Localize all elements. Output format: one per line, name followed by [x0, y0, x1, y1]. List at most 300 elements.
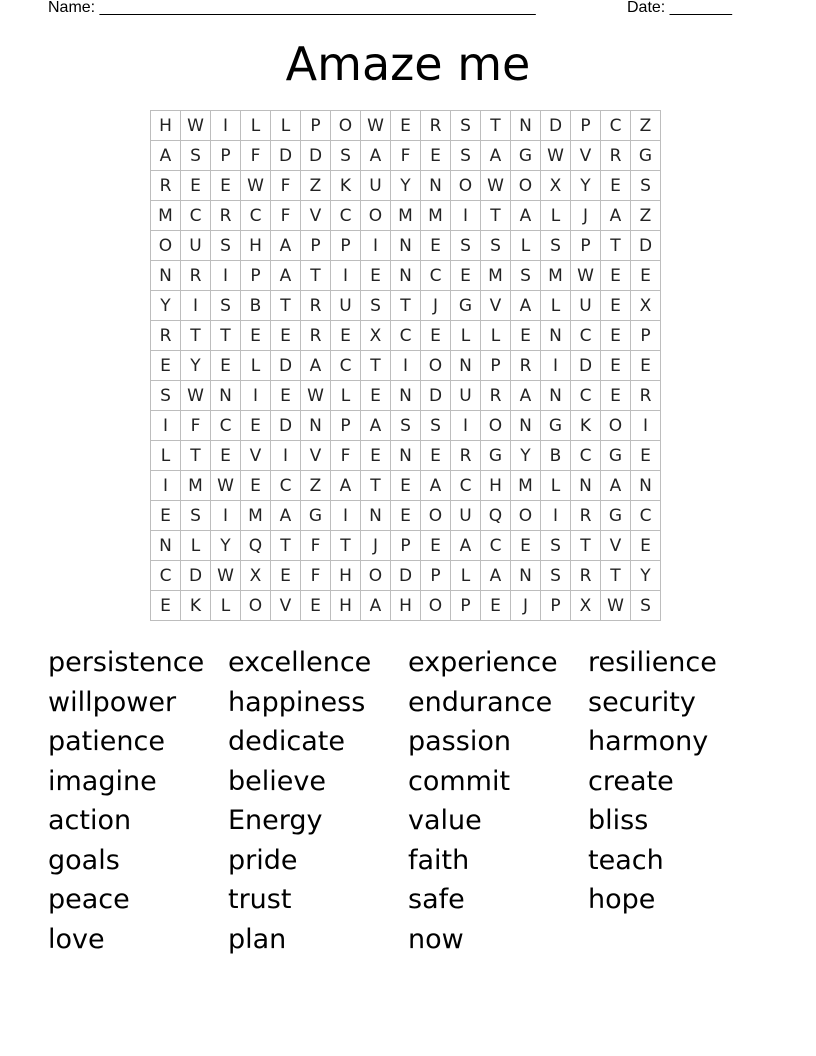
grid-cell: E — [601, 381, 631, 411]
grid-cell: U — [451, 501, 481, 531]
grid-cell: E — [241, 471, 271, 501]
grid-cell: D — [421, 381, 451, 411]
grid-cell: M — [511, 471, 541, 501]
grid-cell: G — [601, 441, 631, 471]
grid-cell: A — [451, 531, 481, 561]
grid-cell: C — [571, 441, 601, 471]
grid-cell: A — [511, 381, 541, 411]
grid-cell: L — [151, 441, 181, 471]
grid-cell: S — [391, 411, 421, 441]
word-list-item: goals — [48, 844, 120, 876]
word-list — [48, 645, 768, 961]
grid-cell: I — [541, 351, 571, 381]
grid-cell: K — [331, 171, 361, 201]
word-list-item: imagine — [48, 765, 157, 797]
grid-cell: P — [331, 231, 361, 261]
grid-cell: S — [631, 171, 661, 201]
grid-cell: Q — [481, 501, 511, 531]
grid-cell: H — [151, 111, 181, 141]
grid-cell: E — [361, 441, 391, 471]
grid-cell: E — [211, 351, 241, 381]
grid-cell: N — [511, 411, 541, 441]
grid-row — [151, 381, 661, 411]
grid-cell: O — [601, 411, 631, 441]
grid-cell: R — [511, 351, 541, 381]
grid-cell: X — [541, 171, 571, 201]
grid-cell: A — [511, 291, 541, 321]
grid-cell: E — [601, 351, 631, 381]
grid-row — [151, 111, 661, 141]
grid-cell: V — [301, 201, 331, 231]
grid-cell: O — [331, 111, 361, 141]
grid-cell: O — [421, 591, 451, 621]
grid-cell: S — [541, 531, 571, 561]
grid-cell: R — [571, 501, 601, 531]
grid-cell: G — [451, 291, 481, 321]
grid-cell: I — [211, 501, 241, 531]
grid-row — [151, 351, 661, 381]
grid-cell: F — [391, 141, 421, 171]
grid-cell: M — [181, 471, 211, 501]
grid-cell: K — [181, 591, 211, 621]
grid-cell: E — [451, 261, 481, 291]
grid-cell: I — [271, 441, 301, 471]
grid-cell: I — [361, 231, 391, 261]
grid-cell: N — [451, 351, 481, 381]
grid-cell: C — [421, 261, 451, 291]
grid-cell: J — [421, 291, 451, 321]
grid-cell: P — [331, 411, 361, 441]
grid-row — [151, 171, 661, 201]
grid-cell: P — [451, 591, 481, 621]
grid-cell: P — [301, 111, 331, 141]
grid-cell: B — [241, 291, 271, 321]
grid-cell: M — [541, 261, 571, 291]
grid-cell: E — [631, 351, 661, 381]
grid-cell: L — [541, 201, 571, 231]
grid-cell: I — [181, 291, 211, 321]
grid-cell: Y — [571, 171, 601, 201]
grid-cell: R — [301, 321, 331, 351]
grid-cell: N — [511, 561, 541, 591]
grid-cell: O — [511, 501, 541, 531]
grid-cell: O — [511, 171, 541, 201]
grid-cell: W — [571, 261, 601, 291]
grid-cell: L — [451, 321, 481, 351]
grid-cell: A — [481, 561, 511, 591]
grid-cell: S — [151, 381, 181, 411]
grid-cell: F — [271, 201, 301, 231]
grid-cell: Z — [301, 471, 331, 501]
grid-row — [151, 531, 661, 561]
grid-cell: T — [361, 351, 391, 381]
grid-cell: R — [151, 321, 181, 351]
grid-cell: O — [481, 411, 511, 441]
grid-cell: I — [211, 111, 241, 141]
grid-cell: S — [211, 231, 241, 261]
grid-cell: G — [541, 411, 571, 441]
grid-cell: C — [181, 201, 211, 231]
word-list-item: happiness — [228, 686, 366, 718]
grid-cell: L — [451, 561, 481, 591]
word-list-item: believe — [228, 765, 326, 797]
grid-cell: Y — [151, 291, 181, 321]
grid-cell: C — [331, 201, 361, 231]
grid-cell: T — [181, 441, 211, 471]
grid-cell: A — [511, 201, 541, 231]
grid-cell: E — [151, 501, 181, 531]
grid-cell: A — [361, 141, 391, 171]
grid-cell: E — [631, 261, 661, 291]
grid-cell: A — [421, 471, 451, 501]
grid-cell: S — [541, 561, 571, 591]
grid-cell: P — [211, 141, 241, 171]
grid-cell: W — [181, 111, 211, 141]
grid-row — [151, 411, 661, 441]
grid-cell: P — [391, 531, 421, 561]
grid-cell: H — [481, 471, 511, 501]
grid-cell: W — [211, 471, 241, 501]
grid-cell: A — [301, 351, 331, 381]
grid-cell: G — [481, 441, 511, 471]
grid-cell: E — [361, 381, 391, 411]
grid-cell: N — [151, 531, 181, 561]
grid-cell: N — [631, 471, 661, 501]
grid-cell: E — [601, 171, 631, 201]
grid-cell: C — [331, 351, 361, 381]
grid-cell: H — [331, 591, 361, 621]
grid-cell: T — [571, 531, 601, 561]
grid-cell: N — [391, 261, 421, 291]
grid-cell: O — [451, 171, 481, 201]
grid-cell: T — [181, 321, 211, 351]
grid-cell: V — [271, 591, 301, 621]
grid-cell: L — [181, 531, 211, 561]
grid-cell: I — [331, 261, 361, 291]
grid-cell: W — [241, 171, 271, 201]
grid-cell: C — [241, 201, 271, 231]
grid-cell: A — [601, 471, 631, 501]
grid-cell: Z — [631, 201, 661, 231]
word-list-item: commit — [408, 765, 511, 797]
grid-cell: I — [331, 501, 361, 531]
grid-cell: N — [391, 441, 421, 471]
grid-cell: E — [511, 321, 541, 351]
grid-cell: V — [601, 531, 631, 561]
grid-cell: E — [631, 441, 661, 471]
grid-cell: N — [541, 381, 571, 411]
grid-cell: I — [451, 201, 481, 231]
grid-cell: T — [271, 531, 301, 561]
grid-cell: L — [271, 111, 301, 141]
grid-cell: J — [511, 591, 541, 621]
grid-cell: N — [391, 381, 421, 411]
grid-cell: N — [571, 471, 601, 501]
grid-cell: E — [301, 591, 331, 621]
grid-cell: W — [481, 171, 511, 201]
grid-cell: W — [601, 591, 631, 621]
grid-cell: P — [241, 261, 271, 291]
grid-cell: P — [571, 111, 601, 141]
grid-cell: G — [631, 141, 661, 171]
grid-cell: L — [481, 321, 511, 351]
grid-cell: T — [601, 561, 631, 591]
grid-cell: E — [211, 171, 241, 201]
grid-cell: P — [301, 231, 331, 261]
grid-cell: N — [301, 411, 331, 441]
grid-cell: H — [391, 591, 421, 621]
grid-cell: U — [181, 231, 211, 261]
word-list-item: excellence — [228, 647, 372, 678]
grid-cell: F — [181, 411, 211, 441]
word-list-item: dedicate — [228, 726, 345, 757]
grid-cell: Y — [391, 171, 421, 201]
grid-cell: R — [421, 111, 451, 141]
grid-cell: T — [481, 111, 511, 141]
grid-cell: S — [541, 231, 571, 261]
grid-cell: R — [301, 291, 331, 321]
grid-cell: O — [361, 561, 391, 591]
grid-cell: E — [391, 501, 421, 531]
grid-cell: R — [631, 381, 661, 411]
grid-cell: C — [271, 471, 301, 501]
grid-cell: I — [451, 411, 481, 441]
grid-cell: Q — [241, 531, 271, 561]
word-list-item: persistence — [48, 647, 205, 678]
word-list-item: love — [48, 923, 105, 955]
grid-cell: D — [571, 351, 601, 381]
grid-cell: Y — [511, 441, 541, 471]
grid-cell: I — [541, 501, 571, 531]
grid-cell: Y — [211, 531, 241, 561]
grid-cell: F — [331, 441, 361, 471]
grid-cell: O — [361, 201, 391, 231]
grid-cell: S — [631, 591, 661, 621]
grid-cell: S — [511, 261, 541, 291]
word-list-item: endurance — [408, 686, 553, 718]
word-list-item: faith — [408, 844, 470, 876]
grid-cell: V — [301, 441, 331, 471]
grid-cell: P — [541, 591, 571, 621]
grid-cell: D — [271, 141, 301, 171]
grid-cell: N — [421, 171, 451, 201]
grid-cell: E — [241, 411, 271, 441]
grid-cell: E — [151, 591, 181, 621]
word-list-item: pride — [228, 844, 298, 876]
grid-cell: S — [451, 231, 481, 261]
grid-cell: V — [481, 291, 511, 321]
grid-cell: G — [601, 501, 631, 531]
grid-cell: S — [331, 141, 361, 171]
grid-cell: V — [241, 441, 271, 471]
grid-cell: N — [541, 321, 571, 351]
grid-cell: Z — [301, 171, 331, 201]
grid-cell: L — [211, 591, 241, 621]
grid-cell: P — [481, 351, 511, 381]
grid-cell: L — [541, 471, 571, 501]
grid-cell: D — [181, 561, 211, 591]
grid-cell: L — [241, 111, 271, 141]
word-list-item: create — [588, 765, 674, 797]
grid-cell: O — [421, 501, 451, 531]
word-list-item: harmony — [588, 726, 709, 757]
grid-cell: T — [601, 231, 631, 261]
grid-cell: E — [421, 441, 451, 471]
grid-cell: A — [361, 591, 391, 621]
grid-cell: E — [511, 531, 541, 561]
grid-cell: L — [331, 381, 361, 411]
grid-cell: W — [211, 561, 241, 591]
grid-cell: E — [151, 351, 181, 381]
grid-cell: A — [271, 231, 301, 261]
grid-cell: R — [481, 381, 511, 411]
grid-cell: X — [631, 291, 661, 321]
grid-cell: C — [211, 411, 241, 441]
grid-cell: M — [391, 201, 421, 231]
grid-cell: S — [481, 231, 511, 261]
grid-cell: D — [301, 141, 331, 171]
grid-row — [151, 141, 661, 171]
grid-cell: W — [301, 381, 331, 411]
grid-cell: X — [241, 561, 271, 591]
grid-row — [151, 201, 661, 231]
grid-cell: G — [511, 141, 541, 171]
grid-cell: E — [181, 171, 211, 201]
grid-cell: E — [421, 321, 451, 351]
word-list-item: action — [48, 805, 132, 836]
grid-cell: V — [571, 141, 601, 171]
grid-cell: I — [151, 471, 181, 501]
grid-cell: D — [271, 351, 301, 381]
grid-cell: J — [571, 201, 601, 231]
grid-row — [151, 291, 661, 321]
word-list-item: trust — [228, 884, 292, 915]
grid-cell: I — [631, 411, 661, 441]
grid-cell: F — [301, 531, 331, 561]
grid-cell: A — [361, 411, 391, 441]
grid-cell: A — [601, 201, 631, 231]
grid-cell: S — [421, 411, 451, 441]
grid-cell: E — [421, 141, 451, 171]
grid-cell: T — [331, 531, 361, 561]
grid-cell: C — [571, 381, 601, 411]
grid-cell: C — [391, 321, 421, 351]
word-list-item: now — [408, 923, 464, 955]
word-list-item: resilience — [588, 647, 717, 678]
grid-cell: T — [391, 291, 421, 321]
grid-cell: E — [211, 441, 241, 471]
grid-cell: M — [241, 501, 271, 531]
grid-cell: D — [391, 561, 421, 591]
grid-cell: S — [181, 501, 211, 531]
name-field-label: Name: _________________________________________________ — [48, 0, 536, 16]
grid-cell: A — [271, 501, 301, 531]
grid-cell: O — [241, 591, 271, 621]
grid-cell: L — [511, 231, 541, 261]
grid-cell: A — [331, 471, 361, 501]
grid-row — [151, 261, 661, 291]
grid-cell: M — [421, 201, 451, 231]
grid-cell: E — [271, 321, 301, 351]
grid-row — [151, 321, 661, 351]
grid-cell: R — [601, 141, 631, 171]
grid-cell: I — [241, 381, 271, 411]
grid-cell: R — [211, 201, 241, 231]
word-list-item: peace — [48, 884, 130, 915]
word-list-item: willpower — [48, 686, 177, 718]
grid-cell: S — [451, 111, 481, 141]
grid-cell: Z — [631, 111, 661, 141]
page-title: Amaze me — [285, 37, 531, 91]
grid-cell: T — [271, 291, 301, 321]
grid-cell: X — [361, 321, 391, 351]
grid-cell: I — [391, 351, 421, 381]
grid-cell: D — [541, 111, 571, 141]
grid-cell: E — [271, 381, 301, 411]
grid-cell: P — [421, 561, 451, 591]
word-list-item: passion — [408, 726, 511, 757]
grid-cell: A — [271, 261, 301, 291]
grid-cell: E — [271, 561, 301, 591]
grid-cell: E — [421, 531, 451, 561]
grid-cell: W — [181, 381, 211, 411]
grid-cell: S — [181, 141, 211, 171]
word-list-item: teach — [588, 844, 664, 876]
grid-cell: X — [571, 591, 601, 621]
grid-cell: E — [421, 231, 451, 261]
word-list-item: safe — [408, 884, 465, 915]
grid-cell: D — [631, 231, 661, 261]
word-list-item: security — [588, 686, 696, 718]
grid-cell: S — [211, 291, 241, 321]
grid-cell: I — [211, 261, 241, 291]
grid-cell: E — [391, 471, 421, 501]
grid-cell: R — [181, 261, 211, 291]
grid-cell: R — [451, 441, 481, 471]
grid-cell: U — [571, 291, 601, 321]
grid-cell: G — [301, 501, 331, 531]
date-field-label: Date: _______ — [627, 0, 732, 16]
grid-cell: U — [451, 381, 481, 411]
word-list-item: bliss — [588, 805, 649, 836]
grid-cell: F — [271, 171, 301, 201]
word-list-item: Energy — [228, 805, 323, 836]
grid-cell: C — [631, 501, 661, 531]
grid-cell: N — [511, 111, 541, 141]
grid-cell: N — [151, 261, 181, 291]
grid-cell: E — [481, 591, 511, 621]
grid-cell: E — [361, 261, 391, 291]
grid-cell: E — [241, 321, 271, 351]
word-list-item: patience — [48, 726, 165, 757]
grid-cell: N — [391, 231, 421, 261]
grid-cell: R — [571, 561, 601, 591]
grid-cell: E — [631, 531, 661, 561]
word-list-item: hope — [588, 884, 656, 915]
grid-cell: E — [331, 321, 361, 351]
grid-row — [151, 561, 661, 591]
grid-cell: P — [571, 231, 601, 261]
grid-cell: W — [361, 111, 391, 141]
grid-row — [151, 501, 661, 531]
grid-cell: E — [601, 321, 631, 351]
grid-cell: A — [151, 141, 181, 171]
grid-cell: L — [241, 351, 271, 381]
grid-cell: C — [601, 111, 631, 141]
grid-cell: T — [481, 201, 511, 231]
grid-row — [151, 231, 661, 261]
grid-cell: C — [451, 471, 481, 501]
